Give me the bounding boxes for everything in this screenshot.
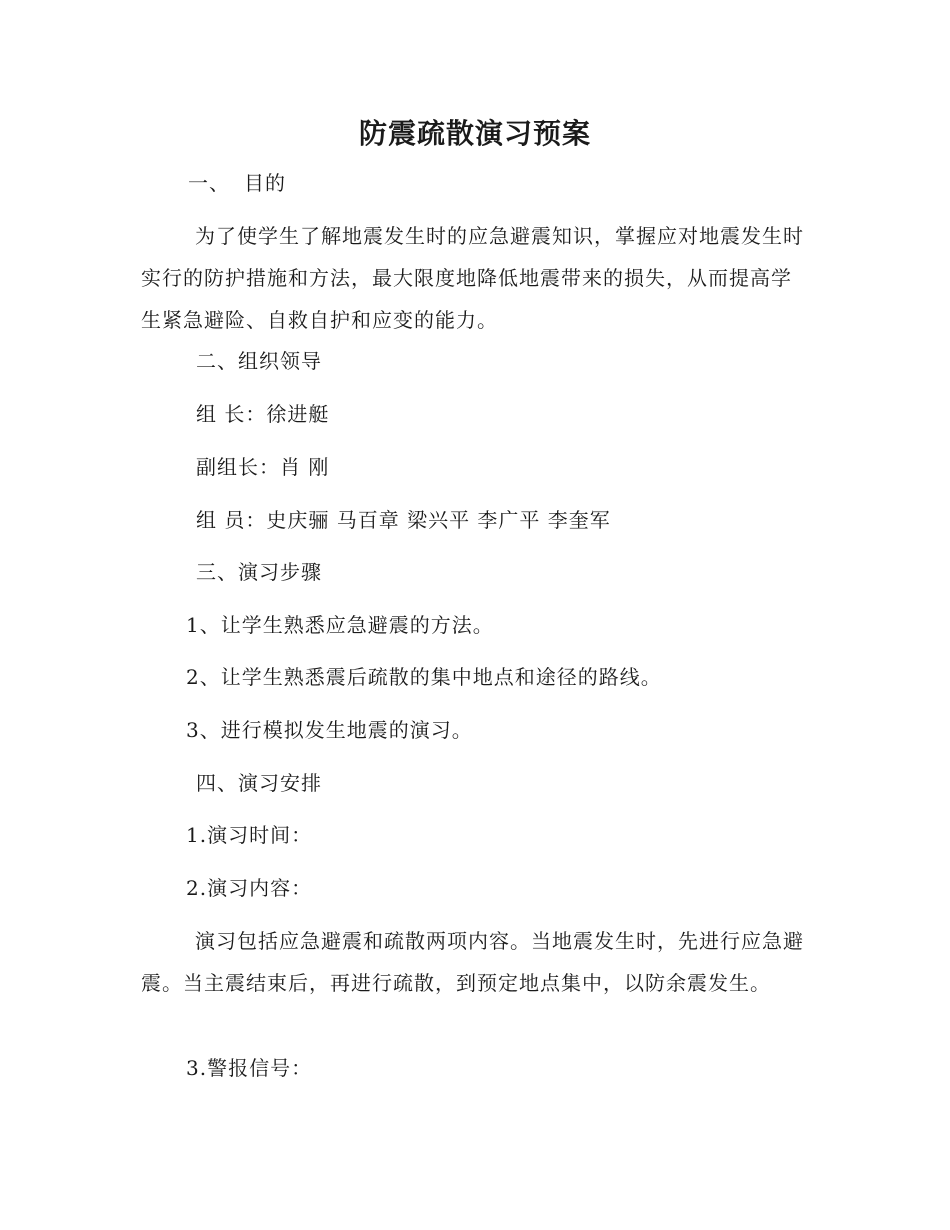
document-title: 防震疏散演习预案	[358, 117, 591, 150]
arrangement-item-3: 3.警报信号：	[186, 1056, 313, 1080]
section-3-heading: 三、演习步骤	[196, 560, 322, 584]
group-members: 组 员：史庆骊 马百章 梁兴平 李广平 李奎军	[196, 508, 611, 532]
arrangement-item-1: 1.演习时间：	[186, 823, 313, 847]
section-2-heading: 二、组织领导	[196, 349, 322, 373]
section-1-number: 一、	[188, 171, 230, 195]
group-leader: 组 长：徐进艇	[196, 402, 330, 426]
purpose-paragraph: 为了使学生了解地震发生时的应急避震知识，掌握应对地震发生时实行的防护措施和方法，最大限度地降低地震带来的损失，从而提高学生紧急避险、自救自护和应变的能力。	[141, 224, 804, 332]
drill-content-paragraph: 演习包括应急避震和疏散两项内容。当地震发生时，先进行应急避震。当主震结束后，再进行疏散，到预定地点集中，以防余震发生。	[141, 929, 804, 995]
section-1-title: 目的	[244, 171, 286, 195]
step-2: 2、让学生熟悉震后疏散的集中地点和途径的路线。	[186, 665, 662, 689]
vice-group-leader: 副组长：肖 刚	[196, 455, 330, 479]
section-4-heading: 四、演习安排	[196, 771, 322, 795]
step-3: 3、进行模拟发生地震的演习。	[186, 718, 473, 742]
section-1-heading	[188, 162, 286, 204]
step-1: 1、让学生熟悉应急避震的方法。	[186, 613, 494, 637]
arrangement-item-2: 2.演习内容：	[186, 876, 313, 900]
